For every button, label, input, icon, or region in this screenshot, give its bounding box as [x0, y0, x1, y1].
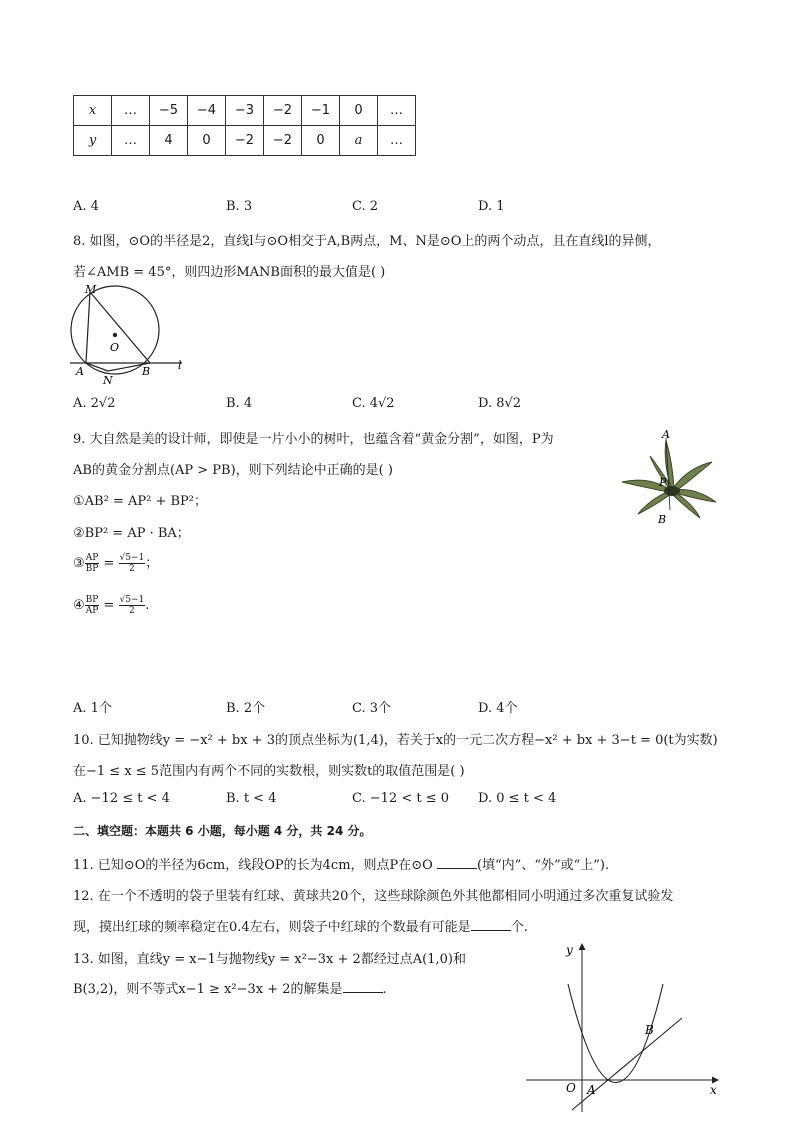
table-row-x — [74, 96, 416, 126]
label-m: M — [85, 283, 97, 296]
q7-option-c: C. 2 — [352, 199, 379, 214]
quadrilateral-manb — [86, 292, 150, 371]
table-cell: … — [378, 96, 416, 126]
q12-text-line2: 现，摸出红球的频率稳定在0.4左右，则袋子中红球的个数最有可能是 个. — [73, 920, 528, 935]
table-cell: −4 — [188, 96, 226, 126]
q9-statement-3: ③ $\frac{AP}{BP}$ = $\frac{√5-1}{2}$ ； — [73, 553, 159, 574]
q9-option-c: C. 3个 — [352, 701, 392, 716]
q10-option-c: C. −12 < t ≤ 0 — [352, 791, 449, 806]
table-cell: … — [378, 126, 416, 156]
section-heading: 二、填空题：本题共 6 小题，每小题 4 分，共 24 分。 — [73, 824, 372, 838]
label-b: B — [658, 513, 667, 526]
label-o: O — [566, 1081, 576, 1095]
q8-option-c: C. 4√2 — [352, 396, 395, 411]
q10-option-d: D. 0 ≤ t < 4 — [478, 791, 557, 806]
table-cell: a — [340, 126, 378, 156]
statement-mark: ④ — [73, 598, 85, 613]
q9-option-a: A. 1个 — [73, 701, 112, 716]
q9-leaf-figure — [616, 426, 720, 530]
label-a: A — [662, 428, 670, 441]
q11-text: 11. 已知⊙O的半径为6cm，线段OP的长为4cm，则点P在⊙O (填“内”、“外”或“上”). — [73, 858, 610, 873]
fraction: $\frac{BP}{AP}$ — [85, 595, 99, 616]
leaf-blade — [638, 491, 671, 514]
label-p: P — [659, 476, 667, 489]
table-cell: x — [74, 96, 112, 126]
q12-text-line1: 12. 在一个不透明的袋子里装有红球、黄球共20个，这些球除颜色外其他都相同小明通过多次重复试验发 — [73, 889, 674, 904]
q8-text-line2: 若∠AMB = 45°，则四边形MANB面积的最大值是( ) — [73, 265, 386, 280]
q9-statement-1: ①AB² = AP² + BP²； — [73, 494, 207, 509]
answer-blank[interactable] — [471, 918, 511, 931]
circle-o — [71, 286, 159, 374]
label-l: l — [178, 359, 182, 372]
q7-option-b: B. 3 — [226, 199, 253, 214]
fraction: $\frac{AP}{BP}$ — [85, 553, 99, 574]
statement-mark: ③ — [73, 556, 85, 571]
label-o: O — [110, 341, 120, 354]
q9-statement-4: ④ $\frac{BP}{AP}$ = $\frac{√5-1}{2}$ . — [73, 595, 150, 616]
center-dot — [113, 333, 117, 337]
table-cell: −5 — [150, 96, 188, 126]
label-x: x — [710, 1083, 717, 1097]
table-row-y — [74, 126, 416, 156]
q9-text-line1: 9. 大自然是美的设计师，即使是一片小小的树叶，也蕴含着“黄金分割”，如图，P为 — [73, 432, 554, 447]
table-cell: −2 — [226, 126, 264, 156]
table-cell: 0 — [188, 126, 226, 156]
label-y: y — [566, 943, 573, 957]
label-b: B — [645, 1023, 654, 1037]
q8-circle-figure — [66, 280, 196, 388]
leaf-blade — [673, 462, 712, 491]
table-cell: 0 — [340, 96, 378, 126]
q10-text-line2: 在−1 ≤ x ≤ 5范围内有两个不同的实数根，则实数t的取值范围是( ) — [73, 764, 465, 779]
table-cell: −2 — [264, 96, 302, 126]
label-b: B — [142, 365, 151, 378]
table-cell: 0 — [302, 126, 340, 156]
table-cell: … — [112, 126, 150, 156]
answer-blank[interactable] — [343, 980, 383, 993]
q10-option-b: B. t < 4 — [226, 791, 277, 806]
fraction: $\frac{√5-1}{2}$ — [119, 595, 145, 616]
q9-option-d: D. 4个 — [478, 701, 518, 716]
table-cell: … — [112, 96, 150, 126]
q10-text-line1: 10. 已知抛物线y = −x² + bx + 3的顶点坐标为(1,4)，若关于x的一元二次方程−x² + bx + 3−t = 0(t为实数) — [73, 733, 718, 748]
q13-text-line1: 13. 如图，直线y = x−1与抛物线y = x²−3x + 2都经过点A(1,0)和 — [73, 952, 466, 967]
label-n: N — [103, 374, 113, 387]
label-a: A — [76, 365, 84, 378]
q8-option-d: D. 8√2 — [478, 396, 522, 411]
q9-text-line2: AB的黄金分割点(AP > PB)，则下列结论中正确的是( ) — [73, 463, 393, 478]
q9-statement-2: ②BP² = AP · BA； — [73, 526, 190, 541]
value-table — [73, 95, 416, 156]
table-cell: −2 — [264, 126, 302, 156]
q13-text-line2: B(3,2)，则不等式x−1 ≥ x²−3x + 2的解集是 . — [73, 982, 387, 997]
q13-graph-figure — [520, 938, 724, 1114]
q9-option-b: B. 2个 — [226, 701, 266, 716]
q8-text-line1: 8. 如图，⊙O的半径是2，直线l与⊙O相交于A,B两点，M、N是⊙O上的两个动点，且在直线l的异侧， — [73, 234, 661, 249]
q7-option-d: D. 1 — [478, 199, 505, 214]
q8-option-a: A. 2√2 — [73, 396, 116, 411]
q8-option-b: B. 4 — [226, 396, 253, 411]
fraction: $\frac{√5-1}{2}$ — [119, 553, 145, 574]
q7-option-a: A. 4 — [73, 199, 99, 214]
label-a: A — [587, 1083, 596, 1097]
table-cell: 4 — [150, 126, 188, 156]
table-cell: −1 — [302, 96, 340, 126]
table-cell: y — [74, 126, 112, 156]
answer-blank[interactable] — [437, 856, 477, 869]
table-cell: −3 — [226, 96, 264, 126]
q10-option-a: A. −12 ≤ t < 4 — [73, 791, 170, 806]
